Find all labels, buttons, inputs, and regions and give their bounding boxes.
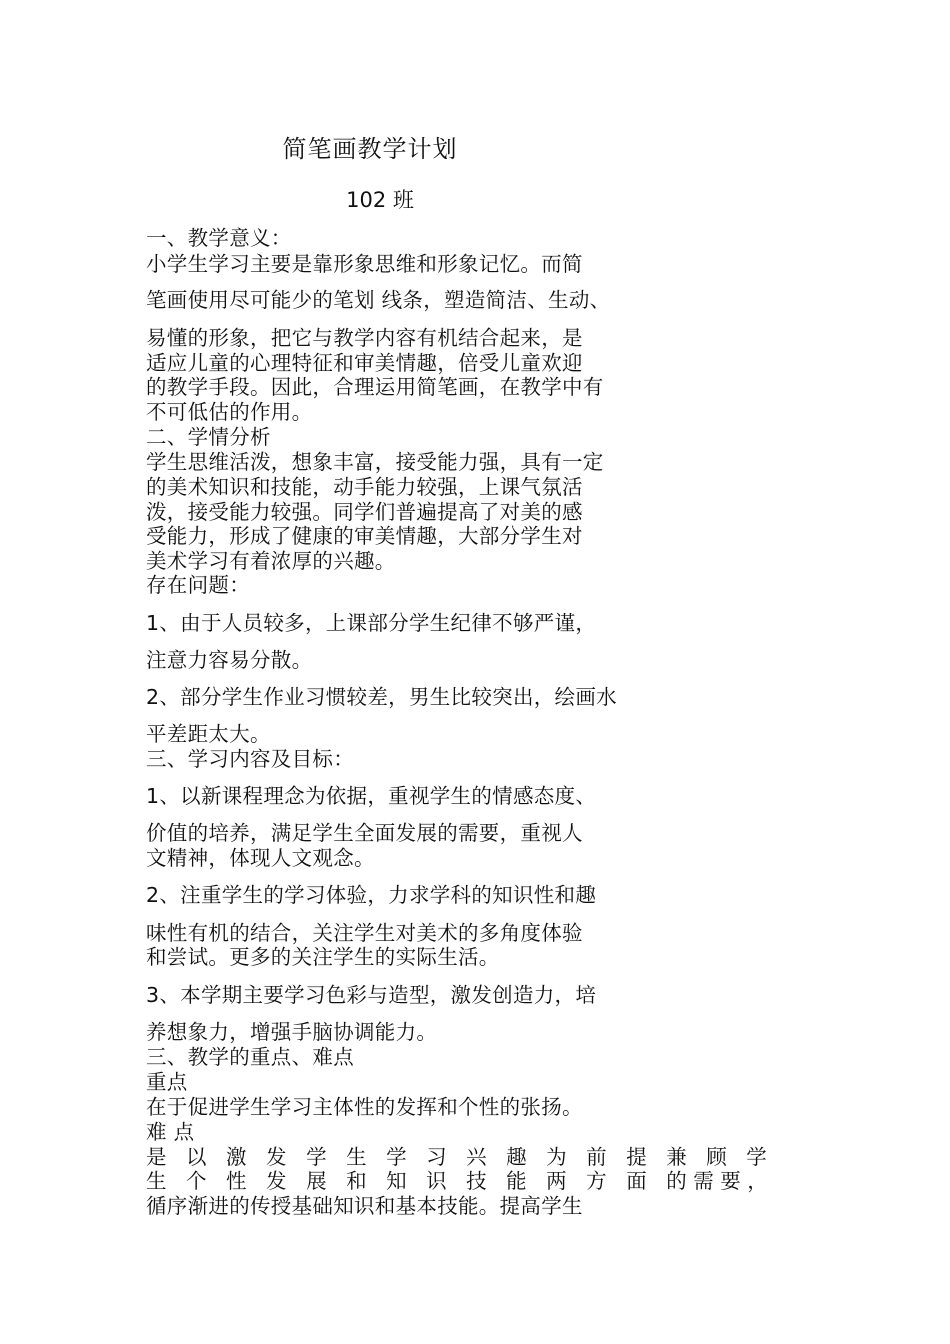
paragraph-line: 生 个 性 发 展 和 知 识 技 能 两 方 面 的需要， [146, 1169, 775, 1193]
paragraph-line: 的美术知识和技能，动手能力较强，上课气氛活 [146, 475, 583, 499]
paragraph-line: 学生思维活泼，想象丰富，接受能力强，具有一定 [146, 450, 604, 474]
paragraph-line: 不可低估的作用。 [146, 400, 313, 424]
list-item: 1、以新课程理念为依据，重视学生的情感态度、 [146, 784, 597, 808]
subsection-heading: 存在问题： [146, 573, 250, 597]
paragraph-line: 受能力，形成了健康的审美情趣，大部分学生对 [146, 524, 583, 548]
paragraph-line: 循序渐进的传授基础知识和基本技能。提高学生 [146, 1194, 583, 1218]
paragraph-line: 泼，接受能力较强。同学们普遍提高了对美的感 [146, 500, 583, 524]
paragraph-line: 是 以 激 发 学 生 学 习 兴 趣 为 前 提 兼 顾 学 [146, 1145, 774, 1169]
paragraph-line: 小学生学习主要是靠形象思维和形象记忆。而简 [146, 252, 583, 276]
list-item-continuation: 和尝试。更多的关注学生的实际生活。 [146, 945, 500, 969]
list-item: 3、本学期主要学习色彩与造型，激发创造力，培 [146, 983, 597, 1007]
paragraph-line: 美术学习有着浓厚的兴趣。 [146, 549, 396, 573]
list-item-continuation: 养想象力，增强手脑协调能力。 [146, 1020, 438, 1044]
subsection-heading: 难 点 [146, 1120, 195, 1144]
paragraph-line: 易懂的形象，把它与教学内容有机结合起来，是 [146, 326, 583, 350]
list-item-continuation: 味性有机的结合，关注学生对美术的多角度体验 [146, 921, 583, 945]
paragraph-line: 笔画使用尽可能少的笔划 线条，塑造简洁、生动、 [146, 288, 611, 312]
section-heading: 二、学情分析 [146, 425, 271, 449]
section-heading: 三、教学的重点、难点 [146, 1045, 354, 1069]
list-item: 1、由于人员较多，上课部分学生纪律不够严谨， [146, 611, 597, 635]
document-subtitle: 102 班 [346, 188, 414, 212]
section-heading: 三、学习内容及目标： [146, 747, 354, 771]
list-item-continuation: 价值的培养，满足学生全面发展的需要，重视人 [146, 821, 583, 845]
paragraph-line: 适应儿童的心理特征和审美情趣，倍受儿童欢迎 [146, 351, 583, 375]
paragraph-line: 在于促进学生学习主体性的发挥和个性的张扬。 [146, 1095, 583, 1119]
document-title: 简笔画教学计划 [282, 135, 458, 163]
section-heading: 一、教学意义： [146, 226, 292, 250]
list-item-continuation: 平差距太大。 [146, 722, 271, 746]
list-item-continuation: 文精神，体现人文观念。 [146, 846, 375, 870]
paragraph-line: 的教学手段。因此，合理运用简笔画，在教学中有 [146, 375, 604, 399]
list-item-continuation: 注意力容易分散。 [146, 648, 313, 672]
subsection-heading: 重点 [146, 1070, 188, 1094]
list-item: 2、部分学生作业习惯较差，男生比较突出，绘画水 [146, 685, 617, 709]
list-item: 2、注重学生的学习体验，力求学科的知识性和趣 [146, 883, 597, 907]
